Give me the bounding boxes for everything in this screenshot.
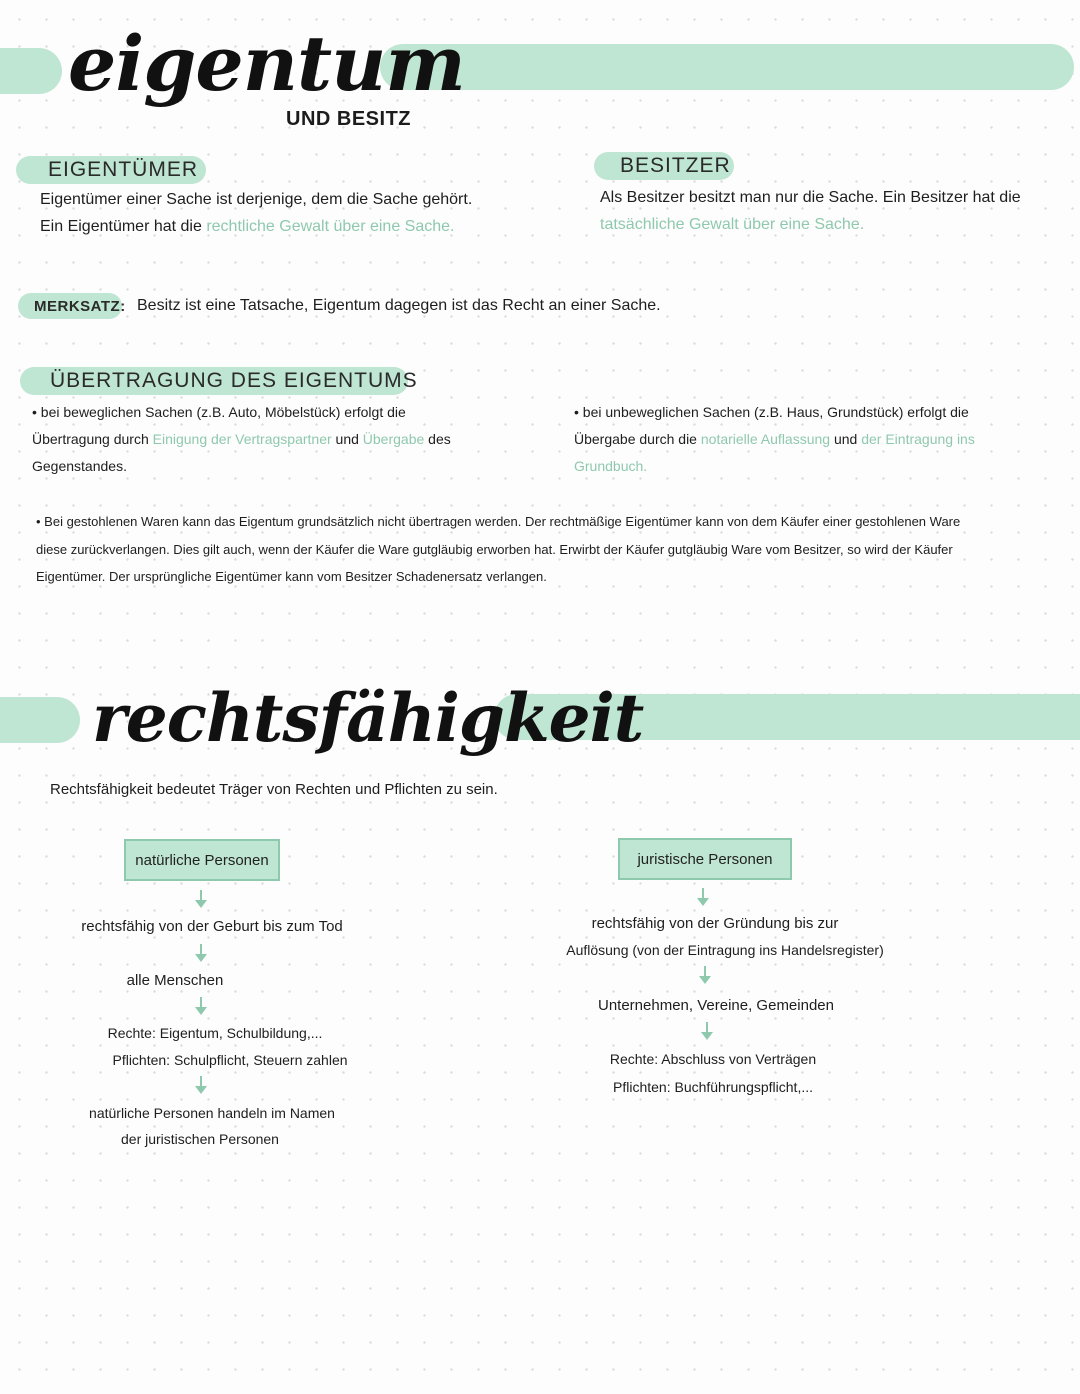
section-title-eigentum: eigentum xyxy=(68,19,465,108)
title-bar-left-2 xyxy=(0,697,80,743)
section-title-rechtsfaehigkeit: rechtsfähigkeit xyxy=(92,679,644,757)
title-bar-left xyxy=(0,48,62,94)
juristisch-step-3b: Pflichten: Buchführungspflicht,... xyxy=(613,1079,813,1095)
heading-uebertragung: ÜBERTRAGUNG DES EIGENTUMS xyxy=(20,367,408,395)
natuerlich-step-1: rechtsfähig von der Geburt bis zum Tod xyxy=(81,918,343,935)
arrow-down-icon xyxy=(194,1076,208,1096)
besitzer-definition: Als Besitzer besitzt man nur die Sache. Ein Besitzer hat die tatsächliche Gewalt über eine Sache. xyxy=(600,189,1021,233)
section-subtitle: UND BESITZ xyxy=(286,108,411,130)
bullet-icon: • xyxy=(574,404,583,420)
besitzer-highlight: tatsächliche Gewalt über eine Sache. xyxy=(600,216,865,233)
natuerlich-step-3b: Pflichten: Schulpflicht, Steuern zahlen xyxy=(112,1052,348,1068)
uebertragung-beweglich: • bei beweglichen Sachen (z.B. Auto, Möbelstück) erfolgt die Übertragung durch Einigung der Vertragspartner und Übergabe des Gegenstandes. xyxy=(32,404,451,474)
merksatz-label: MERKSATZ: xyxy=(18,293,122,319)
natuerlich-step-3a: Rechte: Eigentum, Schulbildung,... xyxy=(107,1025,323,1041)
heading-eigentuemer: EIGENTÜMER xyxy=(16,156,206,184)
eigentuemer-definition: Eigentümer einer Sache ist derjenige, dem die Sache gehört. Ein Eigentümer hat die rechtliche Gewalt über eine Sache. xyxy=(40,191,473,235)
bullet-icon: • xyxy=(36,514,45,529)
heading-besitzer: BESITZER xyxy=(594,152,734,180)
arrow-down-icon xyxy=(696,888,710,908)
eigentuemer-highlight: rechtliche Gewalt über eine Sache. xyxy=(206,218,455,235)
arrow-down-icon xyxy=(194,890,208,910)
box-natuerliche-personen: natürliche Personen xyxy=(124,839,280,881)
natuerlich-step-2: alle Menschen xyxy=(126,972,224,989)
arrow-down-icon xyxy=(194,944,208,964)
uebertragung-unbeweglich: • bei unbeweglichen Sachen (z.B. Haus, Grundstück) erfolgt die Übergabe durch die notarielle Auflassung und der Eintragung ins Grundbuch. xyxy=(574,404,975,474)
juristisch-step-1b: Auflösung (von der Eintragung ins Handelsregister) xyxy=(566,942,884,958)
natuerlich-step-4a: natürliche Personen handeln im Namen xyxy=(89,1105,335,1121)
juristisch-step-2: Unternehmen, Vereine, Gemeinden xyxy=(598,997,834,1014)
arrow-down-icon xyxy=(700,1022,714,1042)
note-gestohlene-waren: • Bei gestohlenen Waren kann das Eigentum grundsätzlich nicht übertragen werden. Der rechtmäßige Eigentümer kann von dem Käufer einer gestohlenen Ware diese zurückverlangen. Dies gilt auch, wenn der Käufer die Ware gutgläubig erworben hat. Erwirbt der Käufer gutgläubig Ware vom Besitzer, so wird der Käufer Eigentümer. Der ursprüngliche Eigentümer kann vom Besitzer Schadenersatz verlangen. xyxy=(36,514,961,584)
arrow-down-icon xyxy=(698,966,712,986)
juristisch-step-1a: rechtsfähig von der Gründung bis zur xyxy=(591,915,839,932)
natuerlich-step-4b: der juristischen Personen xyxy=(121,1131,279,1147)
rechtsfaehigkeit-intro: Rechtsfähigkeit bedeutet Träger von Rechten und Pflichten zu sein. xyxy=(50,781,498,798)
title-bar-right xyxy=(380,44,1074,90)
box-juristische-personen: juristische Personen xyxy=(618,838,792,880)
arrow-down-icon xyxy=(194,997,208,1017)
bullet-icon: • xyxy=(32,404,41,420)
merksatz-text: Besitz ist eine Tatsache, Eigentum dagegen ist das Recht an einer Sache. xyxy=(137,297,661,314)
juristisch-step-3a: Rechte: Abschluss von Verträgen xyxy=(609,1051,817,1067)
